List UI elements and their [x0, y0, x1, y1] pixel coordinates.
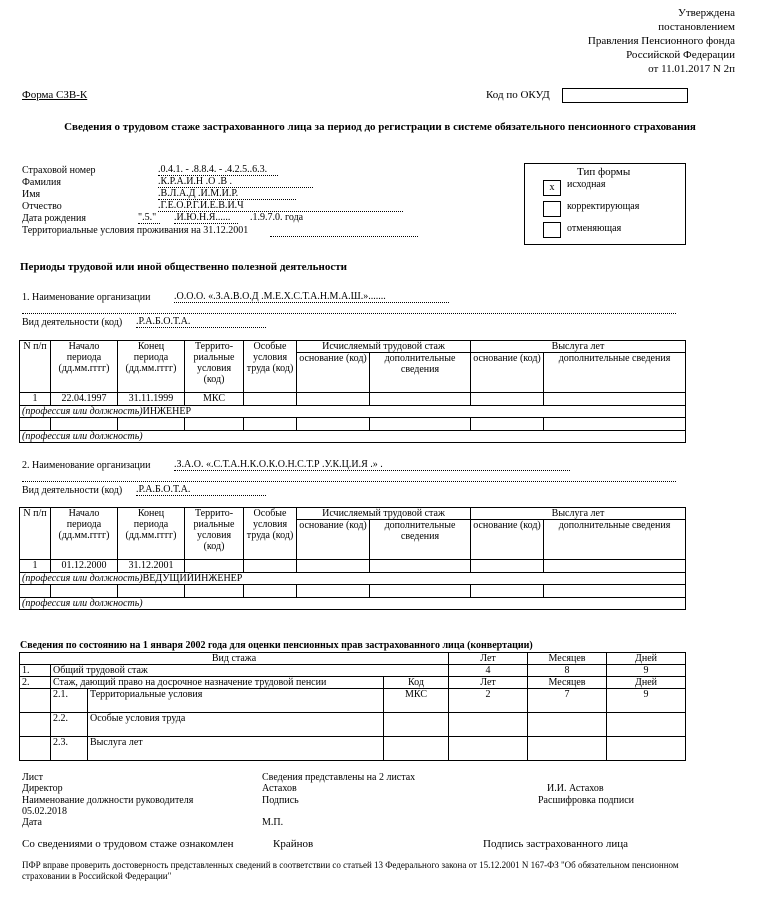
th-calc-basis: основание (код)	[297, 520, 370, 560]
row23-label: Выслуга лет	[88, 737, 384, 761]
birth-month-field[interactable]: .И.Ю.Н.Я......	[174, 212, 238, 224]
cell-service-basis[interactable]	[471, 560, 544, 573]
row1-days[interactable]: 9	[607, 665, 686, 677]
cell-empty[interactable]	[118, 418, 185, 431]
org2-activity-field[interactable]: .Р.А.Б.О.Т.А.	[136, 484, 266, 496]
birth-label: Дата рождения	[22, 213, 86, 224]
director-name: И.И. Астахов	[547, 783, 604, 794]
approval-line: Правления Пенсионного фонда	[587, 35, 735, 47]
org1-activity-field[interactable]: .Р.А.Б.О.Т.А.	[136, 316, 266, 328]
option-cancel-label: отменяющая	[567, 223, 622, 234]
profession-label: (профессия или должность)	[22, 431, 143, 442]
okud-field[interactable]	[562, 88, 688, 103]
birth-year-field[interactable]: .1.9.7.0. года	[250, 212, 304, 223]
th-days-2: Дней	[607, 677, 686, 689]
th-terr: Террито-риальные условия (код)	[185, 508, 244, 560]
cell-empty[interactable]	[471, 585, 544, 598]
th-kind: Вид стажа	[20, 653, 449, 665]
th-n: N п/п	[20, 508, 51, 560]
acquaint-text: Со сведениями о трудовом стаже ознакомлен	[22, 838, 234, 850]
cell-start[interactable]: 01.12.2000	[51, 560, 118, 573]
th-special: Особые условия труда (код)	[244, 341, 297, 393]
date-label: Дата	[22, 817, 42, 828]
cell-end[interactable]: 31.11.1999	[118, 393, 185, 406]
approval-line: от 11.01.2017 N 2п	[648, 63, 735, 75]
profession-row-empty[interactable]	[20, 431, 686, 443]
director-signature: Астахов	[262, 783, 297, 794]
profession-label: (профессия или должность)	[22, 598, 143, 609]
org2-name-continuation	[22, 472, 676, 482]
okud-label: Код по ОКУД	[486, 89, 550, 101]
decode-label: Расшифровка подписи	[538, 795, 634, 806]
cell-empty[interactable]	[51, 585, 118, 598]
periods-table-2	[19, 507, 686, 610]
row21-months[interactable]: 7	[528, 689, 607, 713]
position-label: Наименование должности руководителя	[22, 795, 194, 806]
cell-empty	[20, 737, 51, 761]
form-label: Форма СЗВ-К	[22, 89, 88, 101]
row21-n: 2.1.	[51, 689, 88, 713]
cell-empty[interactable]	[370, 585, 471, 598]
row22-code[interactable]	[384, 713, 449, 737]
cell-calc-extra[interactable]	[370, 560, 471, 573]
cell-empty[interactable]	[118, 585, 185, 598]
org1-activity-label: Вид деятельности (код)	[22, 317, 123, 328]
row1-months[interactable]: 8	[528, 665, 607, 677]
patronymic-label: Отчество	[22, 201, 62, 212]
cell-empty	[20, 689, 51, 713]
cell-empty[interactable]	[20, 585, 51, 598]
org2-label: 2. Наименование организации	[22, 460, 151, 471]
row21-label: Территориальные условия	[88, 689, 384, 713]
row2-label: Стаж, дающий право на досрочное назначение трудовой пенсии	[51, 677, 384, 689]
th-end: Конец периода (дд.мм.гггг)	[118, 341, 185, 393]
cell-calc-extra[interactable]	[370, 393, 471, 406]
th-calc: Исчисляемый трудовой стаж	[297, 341, 471, 353]
checkbox-cancel[interactable]	[543, 222, 561, 238]
org1-name-field[interactable]: .О.О.О. «.З.А.В.О.Д .М.Е.Х.С.Т.А.Н.М.А.Ш.».......	[174, 291, 449, 303]
th-service-basis: основание (код)	[471, 520, 544, 560]
cell-empty[interactable]	[297, 585, 370, 598]
legal-note: ПФР вправе проверить достоверность представленных сведений в соответствии со статьей 13 Федерального закона от 15.12.2001 N 167-ФЗ "Об обязательном пенсионном страховании в Российской Федерации"	[22, 860, 679, 881]
org1-name-continuation	[22, 304, 676, 314]
org2-activity-label: Вид деятельности (код)	[22, 485, 123, 496]
insured-signature-label: Подпись застрахованного лица	[483, 838, 628, 850]
page-title: Сведения о трудовом стаже застрахованного лица за период до регистрации в системе обязательного пенсионного страхования	[64, 121, 696, 133]
cell-terr[interactable]	[185, 560, 244, 573]
cell-n[interactable]: 1	[20, 560, 51, 573]
profession-row-empty[interactable]	[20, 598, 686, 610]
profession-row[interactable]	[20, 406, 686, 418]
profession-label: (профессия или должность)	[22, 406, 143, 417]
row23-code[interactable]	[384, 737, 449, 761]
th-years: Лет	[449, 653, 528, 665]
cell-n[interactable]: 1	[20, 393, 51, 406]
row1-n: 1.	[20, 665, 51, 677]
cell-empty[interactable]	[471, 418, 544, 431]
cell-calc-basis[interactable]	[297, 393, 370, 406]
approval-line: Российской Федерации	[626, 49, 735, 61]
row22-days[interactable]	[607, 713, 686, 737]
profession-value: ВЕДУЩИЙИНЖЕНЕР	[142, 573, 243, 584]
row21-code[interactable]: МКС	[384, 689, 449, 713]
snils-label: Страховой номер	[22, 165, 96, 176]
th-service-extra: дополнительные сведения	[544, 520, 686, 560]
org2-name-field[interactable]: .З.А.О. «.С.Т.А.Н.К.О.К.О.Н.С.Т.Р .У.К.Ц.И.Я .» .	[174, 459, 570, 471]
row23-years[interactable]	[449, 737, 528, 761]
periods-table-1	[19, 340, 686, 443]
cell-end[interactable]: 31.12.2001	[118, 560, 185, 573]
sheet-label: Лист	[22, 772, 43, 783]
th-service-extra: дополнительные сведения	[544, 353, 686, 393]
checkbox-corrective[interactable]	[543, 201, 561, 217]
th-calc-extra: дополнительные сведения	[370, 520, 471, 560]
th-months-2: Месяцев	[528, 677, 607, 689]
th-service: Выслуга лет	[471, 508, 686, 520]
th-n: N п/п	[20, 341, 51, 393]
signature-label: Подпись	[262, 795, 299, 806]
cell-empty[interactable]	[244, 418, 297, 431]
row2-n: 2.	[20, 677, 51, 689]
row23-days[interactable]	[607, 737, 686, 761]
th-start: Начало периода (дд.мм.гггг)	[51, 508, 118, 560]
territory-field[interactable]	[270, 225, 418, 237]
cell-start[interactable]: 22.04.1997	[51, 393, 118, 406]
patronymic-field[interactable]: .Г.Е.О.Р.Г.И.Е.В.И.Ч	[158, 200, 403, 212]
cell-empty[interactable]	[297, 418, 370, 431]
cell-empty[interactable]	[185, 418, 244, 431]
cell-terr[interactable]: МКС	[185, 393, 244, 406]
submitted-text: Сведения представлены на 2 листах	[262, 772, 416, 783]
row22-label: Особые условия труда	[88, 713, 384, 737]
cell-empty[interactable]	[370, 418, 471, 431]
insured-signature: Крайнов	[273, 838, 314, 850]
cell-empty[interactable]	[51, 418, 118, 431]
date-value: 05.02.2018	[22, 806, 67, 817]
th-calc: Исчисляемый трудовой стаж	[297, 508, 471, 520]
form-type-title: Тип формы	[577, 166, 631, 178]
approval-line: постановлением	[658, 21, 735, 33]
th-terr: Террито-риальные условия (код)	[185, 341, 244, 393]
cell-empty[interactable]	[20, 418, 51, 431]
cell-empty[interactable]	[544, 418, 686, 431]
th-calc-basis: основание (код)	[297, 353, 370, 393]
th-years-2: Лет	[449, 677, 528, 689]
checkbox-initial[interactable]: x	[543, 180, 561, 196]
approval-line: Утверждена	[678, 7, 735, 19]
cell-empty[interactable]	[244, 585, 297, 598]
name-field[interactable]: .В.Л.А.Д .И.М.И.Р.	[158, 188, 296, 200]
option-initial-label: исходная	[567, 179, 606, 190]
approval-stamp	[588, 6, 735, 76]
th-days: Дней	[607, 653, 686, 665]
cell-special[interactable]	[244, 560, 297, 573]
birth-day-field[interactable]: ".5."	[138, 212, 160, 224]
cell-service-extra[interactable]	[544, 393, 686, 406]
th-calc-extra: дополнительные сведения	[370, 353, 471, 393]
th-start: Начало периода (дд.мм.гггг)	[51, 341, 118, 393]
th-code: Код	[384, 677, 449, 689]
snils-field[interactable]: .0.4.1. - .8.8.4. - .4.2.5..6.3.	[158, 164, 278, 176]
th-special: Особые условия труда (код)	[244, 508, 297, 560]
cell-calc-basis[interactable]	[297, 560, 370, 573]
stamp-label: М.П.	[262, 817, 284, 828]
profession-label: (профессия или должность)	[22, 573, 143, 584]
surname-label: Фамилия	[22, 177, 61, 188]
cell-empty[interactable]	[544, 585, 686, 598]
row1-years[interactable]: 4	[449, 665, 528, 677]
th-end: Конец периода (дд.мм.гггг)	[118, 508, 185, 560]
convert-title: Сведения по состоянию на 1 января 2002 года для оценки пенсионных прав застрахованного лица (конвертации)	[20, 640, 533, 651]
row23-n: 2.3.	[51, 737, 88, 761]
row1-label: Общий трудовой стаж	[51, 665, 449, 677]
row22-n: 2.2.	[51, 713, 88, 737]
org1-label: 1. Наименование организации	[22, 292, 151, 303]
cell-service-extra[interactable]	[544, 560, 686, 573]
cell-special[interactable]	[244, 393, 297, 406]
director-label: Директор	[22, 783, 63, 794]
surname-field[interactable]: .К.Р.А.И.Н .О .В .	[158, 176, 313, 188]
profession-row[interactable]	[20, 573, 686, 585]
th-months: Месяцев	[528, 653, 607, 665]
cell-empty	[20, 713, 51, 737]
name-label: Имя	[22, 189, 41, 200]
territory-label: Территориальные условия проживания на 31.12.2001	[22, 225, 249, 236]
form-type-box	[524, 163, 686, 245]
row23-months[interactable]	[528, 737, 607, 761]
row21-years[interactable]: 2	[449, 689, 528, 713]
th-service: Выслуга лет	[471, 341, 686, 353]
row21-days[interactable]: 9	[607, 689, 686, 713]
row22-years[interactable]	[449, 713, 528, 737]
convert-table	[19, 652, 686, 761]
cell-empty[interactable]	[185, 585, 244, 598]
profession-value: ИНЖЕНЕР	[142, 406, 192, 417]
th-service-basis: основание (код)	[471, 353, 544, 393]
option-corrective-label: корректирующая	[567, 201, 640, 212]
row22-months[interactable]	[528, 713, 607, 737]
periods-title: Периоды трудовой или иной общественно полезной деятельности	[20, 261, 347, 273]
cell-service-basis[interactable]	[471, 393, 544, 406]
